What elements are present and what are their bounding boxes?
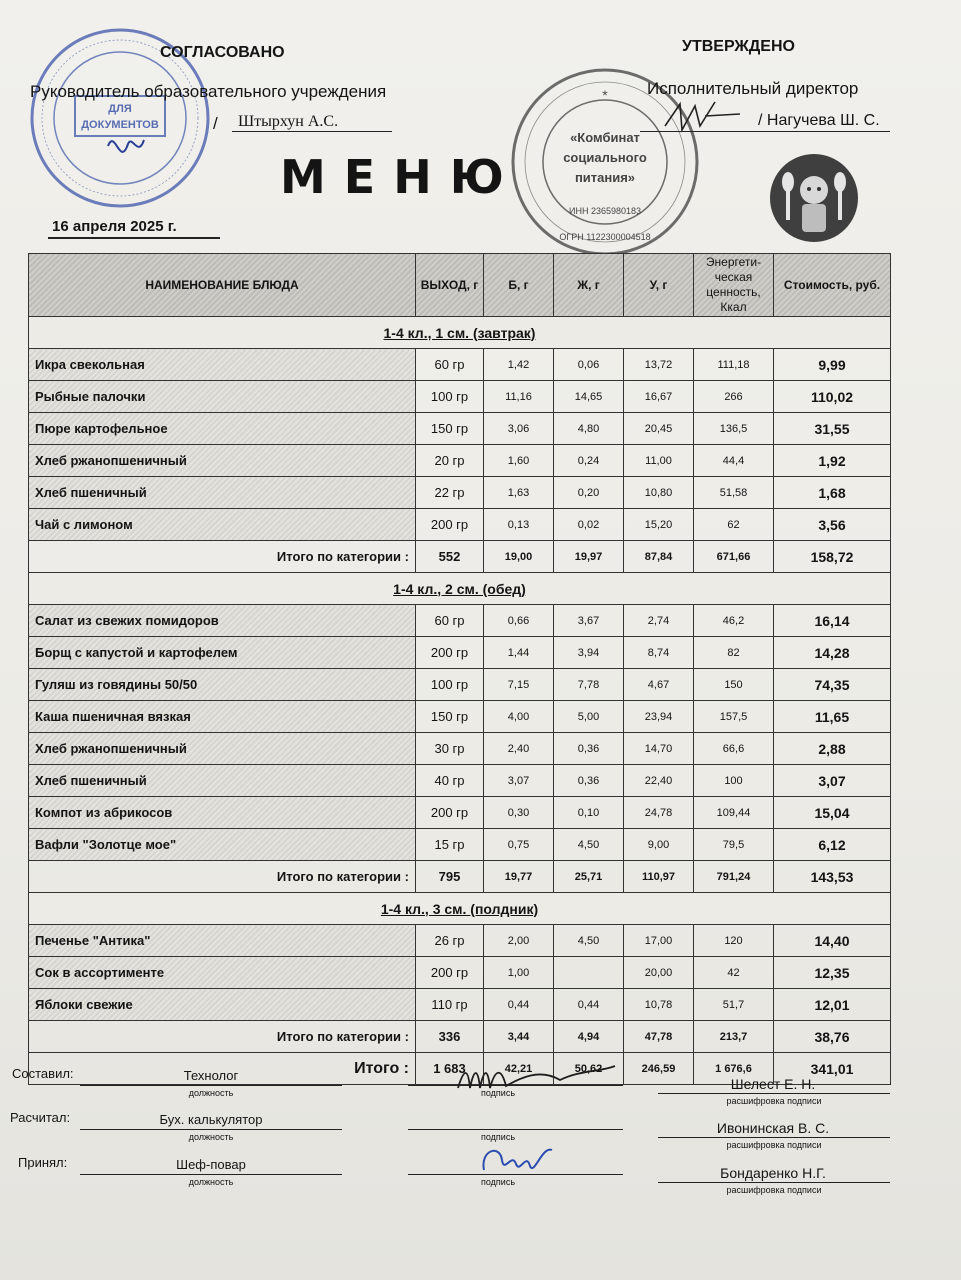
kcal-cell: 82 xyxy=(694,637,774,669)
col-header-b: Б, г xyxy=(484,254,554,317)
kcal-cell: 266 xyxy=(694,381,774,413)
stamp-ogrn: ОГРН 1122300004518 xyxy=(559,232,651,242)
total-yield-cell: 795 xyxy=(416,861,484,893)
total-cost-cell: 158,72 xyxy=(774,541,891,573)
cost-cell: 9,99 xyxy=(774,349,891,381)
u-cell: 20,45 xyxy=(624,413,694,445)
b-cell: 1,00 xyxy=(484,957,554,989)
table-row xyxy=(29,925,891,957)
total-zh-cell: 25,71 xyxy=(554,861,624,893)
yield-cell: 200 гр xyxy=(416,509,484,541)
yield-cell: 100 гр xyxy=(416,381,484,413)
svg-text:ДОКУМЕНТОВ: ДОКУМЕНТОВ xyxy=(81,119,159,131)
dish-name-cell: Сок в ассортименте xyxy=(29,957,416,989)
svg-text:«Комбинат: «Комбинат xyxy=(570,130,640,145)
table-row xyxy=(29,445,891,477)
u-cell: 16,67 xyxy=(624,381,694,413)
signature-position-line xyxy=(80,1129,342,1130)
section-header-row xyxy=(29,893,891,925)
signature-role-label: Принял: xyxy=(18,1155,68,1170)
grand-total-kcal-cell: 1 676,6 xyxy=(694,1053,774,1085)
yield-cell: 110 гр xyxy=(416,989,484,1021)
section-title: 1-4 кл., 2 см. (обед) xyxy=(29,573,891,605)
approved-title: УТВЕРЖДЕНО xyxy=(682,38,795,55)
b-cell: 2,40 xyxy=(484,733,554,765)
signature-name-caption: расшифровка подписи xyxy=(726,1096,822,1106)
table-row xyxy=(29,349,891,381)
col-header-zh: Ж, г xyxy=(554,254,624,317)
category-total-label: Итого по категории : xyxy=(29,541,416,573)
chef-signature xyxy=(476,1140,556,1180)
u-cell: 17,00 xyxy=(624,925,694,957)
category-total-row xyxy=(29,861,891,893)
section-header-row xyxy=(29,573,891,605)
signature-name: Бондаренко Н.Г. xyxy=(720,1165,826,1181)
agreed-title: СОГЛАСОВАНО xyxy=(160,44,285,61)
signature-position-caption: должность xyxy=(188,1088,234,1098)
u-cell: 20,00 xyxy=(624,957,694,989)
cost-cell: 16,14 xyxy=(774,605,891,637)
table-row xyxy=(29,477,891,509)
signature-sign-caption: подпись xyxy=(480,1132,516,1142)
col-header-u: У, г xyxy=(624,254,694,317)
table-header-row xyxy=(29,254,891,317)
menu-title: МЕНЮ xyxy=(280,150,522,204)
total-u-cell: 87,84 xyxy=(624,541,694,573)
technologist-signature xyxy=(450,1058,620,1094)
table-row xyxy=(29,733,891,765)
kcal-cell: 46,2 xyxy=(694,605,774,637)
cost-cell: 14,28 xyxy=(774,637,891,669)
yield-cell: 30 гр xyxy=(416,733,484,765)
director-signature xyxy=(660,96,750,136)
yield-cell: 200 гр xyxy=(416,637,484,669)
dish-name-cell: Борщ с капустой и картофелем xyxy=(29,637,416,669)
u-cell: 8,74 xyxy=(624,637,694,669)
table-row xyxy=(29,957,891,989)
section-title: 1-4 кл., 1 см. (завтрак) xyxy=(29,317,891,349)
menu-table xyxy=(28,253,891,1085)
b-cell: 2,00 xyxy=(484,925,554,957)
dish-name-cell: Яблоки свежие xyxy=(29,989,416,1021)
u-cell: 11,00 xyxy=(624,445,694,477)
dish-name-cell: Салат из свежих помидоров xyxy=(29,605,416,637)
signature-name: Ивонинская В. С. xyxy=(716,1120,830,1136)
zh-cell: 3,67 xyxy=(554,605,624,637)
zh-cell: 4,50 xyxy=(554,829,624,861)
cost-cell: 110,02 xyxy=(774,381,891,413)
grand-total-zh-cell: 50,62 xyxy=(554,1053,624,1085)
b-cell: 1,44 xyxy=(484,637,554,669)
signature-name-line xyxy=(658,1137,890,1138)
signature-position-caption: должность xyxy=(188,1132,234,1142)
b-cell: 3,07 xyxy=(484,765,554,797)
u-cell: 2,74 xyxy=(624,605,694,637)
table-row xyxy=(29,605,891,637)
zh-cell: 7,78 xyxy=(554,669,624,701)
category-total-label: Итого по категории : xyxy=(29,1021,416,1053)
yield-cell: 15 гр xyxy=(416,829,484,861)
cost-cell: 12,01 xyxy=(774,989,891,1021)
yield-cell: 60 гр xyxy=(416,605,484,637)
zh-cell: 0,02 xyxy=(554,509,624,541)
b-cell: 4,00 xyxy=(484,701,554,733)
category-total-label: Итого по категории : xyxy=(29,861,416,893)
kcal-cell: 120 xyxy=(694,925,774,957)
yield-cell: 40 гр xyxy=(416,765,484,797)
total-yield-cell: 336 xyxy=(416,1021,484,1053)
u-cell: 24,78 xyxy=(624,797,694,829)
total-b-cell: 19,00 xyxy=(484,541,554,573)
yield-cell: 20 гр xyxy=(416,445,484,477)
b-cell: 1,63 xyxy=(484,477,554,509)
u-cell: 22,40 xyxy=(624,765,694,797)
zh-cell: 0,36 xyxy=(554,733,624,765)
dish-name-cell: Печенье "Антика" xyxy=(29,925,416,957)
svg-text:социального: социального xyxy=(563,150,647,165)
u-cell: 4,67 xyxy=(624,669,694,701)
grand-total-yield-cell: 1 683 xyxy=(416,1053,484,1085)
approved-position: Исполнительный директор xyxy=(647,79,859,98)
table-row xyxy=(29,413,891,445)
stamp-inn: ИНН 2365980183 xyxy=(568,206,642,216)
table-row xyxy=(29,381,891,413)
kcal-cell: 51,58 xyxy=(694,477,774,509)
kcal-cell: 42 xyxy=(694,957,774,989)
signature-name-line xyxy=(658,1182,890,1183)
signature-name-caption: расшифровка подписи xyxy=(726,1185,822,1195)
b-cell: 1,42 xyxy=(484,349,554,381)
table-row xyxy=(29,797,891,829)
col-header-energy: Энергети-ческая ценность, Ккал xyxy=(694,254,774,317)
signature-sign-line xyxy=(408,1129,623,1130)
menu-table-body xyxy=(29,317,891,1085)
zh-cell: 5,00 xyxy=(554,701,624,733)
dish-name-cell: Чай с лимоном xyxy=(29,509,416,541)
total-zh-cell: 4,94 xyxy=(554,1021,624,1053)
table-row xyxy=(29,701,891,733)
table-row xyxy=(29,989,891,1021)
col-header-name: НАИМЕНОВАНИЕ БЛЮДА xyxy=(29,254,416,317)
yield-cell: 100 гр xyxy=(416,669,484,701)
total-b-cell: 19,77 xyxy=(484,861,554,893)
zh-cell: 14,65 xyxy=(554,381,624,413)
u-cell: 10,78 xyxy=(624,989,694,1021)
col-header-yield: ВЫХОД, г xyxy=(416,254,484,317)
yield-cell: 200 гр xyxy=(416,957,484,989)
grand-total-b-cell: 42,21 xyxy=(484,1053,554,1085)
dish-name-cell: Икра свекольная xyxy=(29,349,416,381)
kcal-cell: 44,4 xyxy=(694,445,774,477)
category-total-row xyxy=(29,1021,891,1053)
b-cell: 0,30 xyxy=(484,797,554,829)
cost-cell: 6,12 xyxy=(774,829,891,861)
u-cell: 15,20 xyxy=(624,509,694,541)
zh-cell xyxy=(554,957,624,989)
zh-cell: 4,80 xyxy=(554,413,624,445)
svg-text:*: * xyxy=(602,87,608,103)
signature-position-line xyxy=(80,1174,342,1175)
signature-name-line xyxy=(658,1093,890,1094)
b-cell: 0,66 xyxy=(484,605,554,637)
yield-cell: 60 гр xyxy=(416,349,484,381)
kcal-cell: 157,5 xyxy=(694,701,774,733)
svg-text:ДЛЯ: ДЛЯ xyxy=(108,103,132,115)
table-row xyxy=(29,765,891,797)
cost-cell: 3,56 xyxy=(774,509,891,541)
total-u-cell: 47,78 xyxy=(624,1021,694,1053)
zh-cell: 0,06 xyxy=(554,349,624,381)
kcal-cell: 66,6 xyxy=(694,733,774,765)
total-cost-cell: 38,76 xyxy=(774,1021,891,1053)
signature-position: Технолог xyxy=(183,1068,239,1083)
total-b-cell: 3,44 xyxy=(484,1021,554,1053)
dish-name-cell: Пюре картофельное xyxy=(29,413,416,445)
signature-position-line xyxy=(80,1085,342,1086)
signature-position-caption: должность xyxy=(188,1177,234,1187)
dish-name-cell: Вафли "Золотце мое" xyxy=(29,829,416,861)
cost-cell: 2,88 xyxy=(774,733,891,765)
table-row xyxy=(29,669,891,701)
cost-cell: 14,40 xyxy=(774,925,891,957)
b-cell: 7,15 xyxy=(484,669,554,701)
grand-total-u-cell: 246,59 xyxy=(624,1053,694,1085)
b-cell: 1,60 xyxy=(484,445,554,477)
total-u-cell: 110,97 xyxy=(624,861,694,893)
zh-cell: 0,20 xyxy=(554,477,624,509)
b-cell: 0,75 xyxy=(484,829,554,861)
total-zh-cell: 19,97 xyxy=(554,541,624,573)
b-cell: 0,44 xyxy=(484,989,554,1021)
b-cell: 11,16 xyxy=(484,381,554,413)
dish-name-cell: Хлеб ржанопшеничный xyxy=(29,733,416,765)
u-cell: 23,94 xyxy=(624,701,694,733)
table-row xyxy=(29,829,891,861)
yield-cell: 200 гр xyxy=(416,797,484,829)
kcal-cell: 51,7 xyxy=(694,989,774,1021)
signature-sign-caption: подпись xyxy=(480,1177,516,1187)
grand-total-label: Итого : xyxy=(29,1053,416,1085)
signature-position: Бух. калькулятор xyxy=(159,1112,263,1127)
yield-cell: 150 гр xyxy=(416,701,484,733)
u-cell: 10,80 xyxy=(624,477,694,509)
b-cell: 3,06 xyxy=(484,413,554,445)
total-kcal-cell: 213,7 xyxy=(694,1021,774,1053)
dish-name-cell: Хлеб пшеничный xyxy=(29,765,416,797)
kcal-cell: 109,44 xyxy=(694,797,774,829)
signature-role-label: Расчитал: xyxy=(10,1110,71,1125)
grand-total-cost-cell: 341,01 xyxy=(774,1053,891,1085)
u-cell: 9,00 xyxy=(624,829,694,861)
zh-cell: 0,24 xyxy=(554,445,624,477)
cost-cell: 12,35 xyxy=(774,957,891,989)
kcal-cell: 150 xyxy=(694,669,774,701)
menu-date: 16 апреля 2025 г. xyxy=(52,218,177,235)
cost-cell: 1,92 xyxy=(774,445,891,477)
section-title: 1-4 кл., 3 см. (полдник) xyxy=(29,893,891,925)
yield-cell: 22 гр xyxy=(416,477,484,509)
kcal-cell: 136,5 xyxy=(694,413,774,445)
u-cell: 13,72 xyxy=(624,349,694,381)
total-kcal-cell: 791,24 xyxy=(694,861,774,893)
kcal-cell: 100 xyxy=(694,765,774,797)
zh-cell: 0,10 xyxy=(554,797,624,829)
col-header-cost: Стоимость, руб. xyxy=(774,254,891,317)
cost-cell: 74,35 xyxy=(774,669,891,701)
signature-position: Шеф-повар xyxy=(176,1157,246,1172)
kcal-cell: 79,5 xyxy=(694,829,774,861)
b-cell: 0,13 xyxy=(484,509,554,541)
yield-cell: 26 гр xyxy=(416,925,484,957)
u-cell: 14,70 xyxy=(624,733,694,765)
dish-name-cell: Хлеб ржанопшеничный xyxy=(29,445,416,477)
cost-cell: 31,55 xyxy=(774,413,891,445)
zh-cell: 4,50 xyxy=(554,925,624,957)
signature-name: Шелест Е. Н. xyxy=(730,1076,816,1092)
dish-name-cell: Хлеб пшеничный xyxy=(29,477,416,509)
date-line xyxy=(48,237,220,239)
cost-cell: 11,65 xyxy=(774,701,891,733)
zh-cell: 3,94 xyxy=(554,637,624,669)
table-row xyxy=(29,637,891,669)
zh-cell: 0,36 xyxy=(554,765,624,797)
dish-name-cell: Компот из абрикосов xyxy=(29,797,416,829)
zh-cell: 0,44 xyxy=(554,989,624,1021)
total-yield-cell: 552 xyxy=(416,541,484,573)
kcal-cell: 111,18 xyxy=(694,349,774,381)
signature-sign-caption: подпись xyxy=(480,1088,516,1098)
dish-name-cell: Гуляш из говядины 50/50 xyxy=(29,669,416,701)
dish-name-cell: Каша пшеничная вязкая xyxy=(29,701,416,733)
total-kcal-cell: 671,66 xyxy=(694,541,774,573)
cost-cell: 3,07 xyxy=(774,765,891,797)
agreed-slash: / xyxy=(213,114,218,133)
total-cost-cell: 143,53 xyxy=(774,861,891,893)
kcal-cell: 62 xyxy=(694,509,774,541)
table-row xyxy=(29,509,891,541)
signature-role-label: Составил: xyxy=(12,1066,74,1081)
svg-text:питания»: питания» xyxy=(574,170,636,185)
agreed-name-line xyxy=(232,131,392,132)
dish-name-cell: Рыбные палочки xyxy=(29,381,416,413)
approved-name: / Нагучева Ш. С. xyxy=(758,112,880,129)
company-logo xyxy=(768,152,860,244)
cost-cell: 1,68 xyxy=(774,477,891,509)
agreed-name: Штырхун А.С. xyxy=(238,113,339,130)
yield-cell: 150 гр xyxy=(416,413,484,445)
agreed-position: Руководитель образовательного учреждения xyxy=(30,82,387,101)
category-total-row xyxy=(29,541,891,573)
signature-name-caption: расшифровка подписи xyxy=(726,1140,822,1150)
cost-cell: 15,04 xyxy=(774,797,891,829)
section-header-row xyxy=(29,317,891,349)
